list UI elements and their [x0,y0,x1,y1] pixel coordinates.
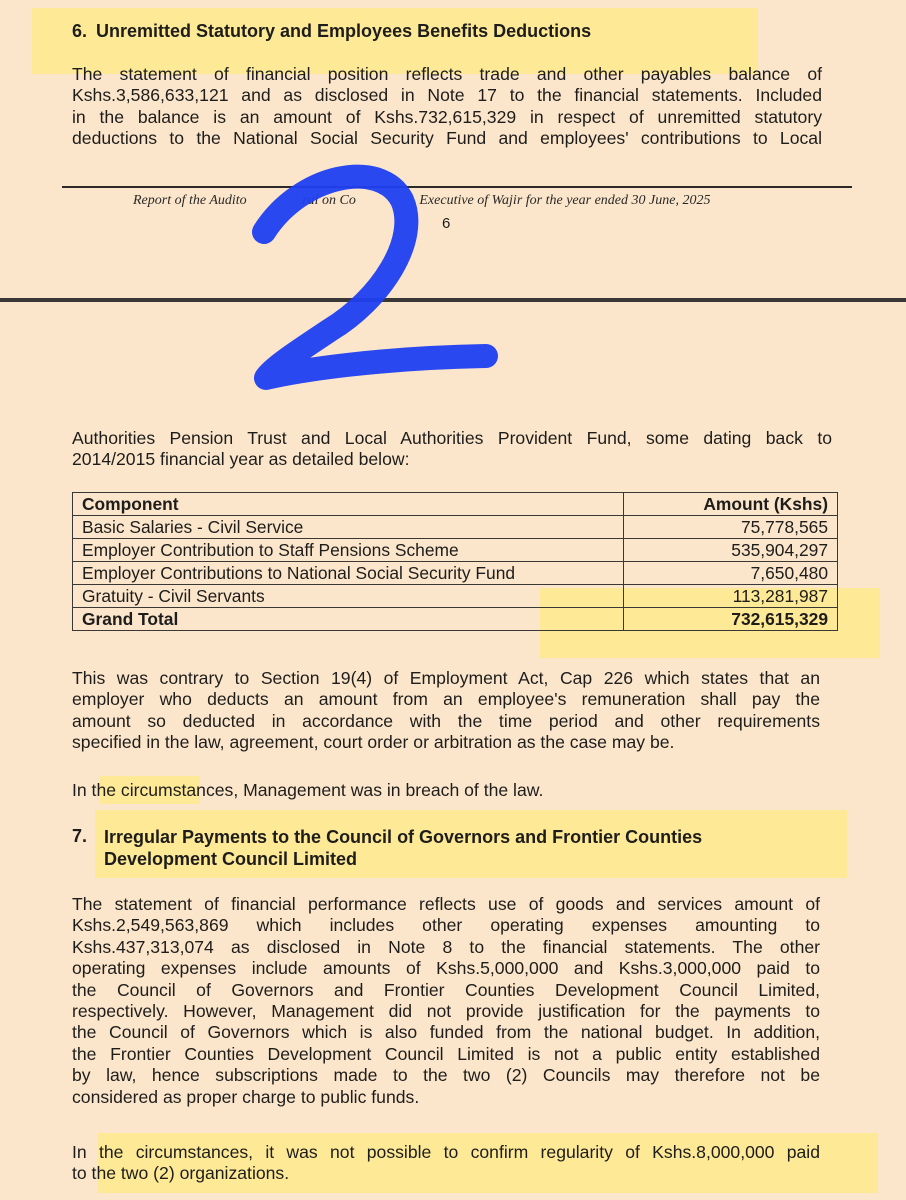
text-line: respectively. However, Management did not provide justification for the payments to [72,1001,820,1022]
text-line: the Frontier Counties Development Council Limited is not a public entity established [72,1043,820,1064]
table-cell-amount: 535,904,297 [624,539,838,562]
text-line: Kshs.3,586,633,121 and as disclosed in Note 17 to the financial statements. Included [72,85,822,106]
section6-conclusion: In the circumstances, Management was in breach of the law. [72,780,544,800]
table-row [73,562,838,585]
table-cell-component: Gratuity - Civil Servants [73,585,624,608]
section7-number: 7. [72,826,88,846]
text-line: the Council of Governors which is also funded from the national budget. In addition, [72,1022,820,1043]
column-header-component: Component [73,493,624,516]
text-line: specified in the law, agreement, court order or arbitration as the case may be. [72,732,675,753]
table-cell-amount: 7,650,480 [624,562,838,585]
text-line: Authorities Pension Trust and Local Authorities Provident Fund, some dating back to [72,428,832,448]
section6-legal-paragraph [72,668,820,754]
text-line: Kshs.2,549,563,869 which includes other operating expenses amounting to [72,915,820,936]
table-row [73,539,838,562]
text-line: employer who deducts an amount from an employee's remuneration shall pay the [72,689,820,710]
table-cell-component: Employer Contribution to Staff Pensions Scheme [73,539,624,562]
text-line: amount so deducted in accordance with the time period and other requirements [72,710,820,731]
footer-text-mid: ral on Co [302,193,356,208]
text-line: in the balance is an amount of Kshs.732,615,329 in respect of unremitted statutory [72,106,822,127]
continuation-paragraph [72,428,832,471]
table-row [73,516,838,539]
text-line: The statement of financial position reflects trade and other payables balance of [72,64,822,84]
column-header-amount: Amount (Kshs) [624,493,838,516]
section6-number: 6. [72,21,88,41]
text-line: considered as proper charge to public funds. [72,1086,420,1107]
table-cell-total-label: Grand Total [73,608,624,631]
text-line: by law, hence subscriptions made to the two (2) Councils may therefore not be [72,1065,820,1086]
table-cell-component: Employer Contributions to National Social Security Fund [73,562,624,585]
page-number: 6 [442,215,451,232]
text-line: the Council of Governors and Frontier Counties Development Council Limited, [72,979,820,1000]
table-header-row [73,493,838,516]
text-line: 2014/2015 financial year as detailed below: [72,449,410,470]
text-line: The statement of financial performance reflects use of goods and services amount of [72,894,820,914]
table-cell-total-amount: 732,615,329 [624,608,838,631]
table-cell-component: Basic Salaries - Civil Service [73,516,624,539]
text-line: Kshs.437,313,074 as disclosed in Note 8 to the financial statements. The other [72,936,820,957]
text-line: This was contrary to Section 19(4) of Employment Act, Cap 226 which states that an [72,668,820,688]
table-cell-amount: 75,778,565 [624,516,838,539]
section7-title-line: Irregular Payments to the Council of Governors and Frontier Counties [104,827,703,847]
table-row [73,585,838,608]
section7-title [104,826,702,870]
footer-text-left: Report of the Audito [133,193,247,208]
section7-conclusion [72,1142,820,1185]
text-line: to the two (2) organizations. [72,1163,290,1184]
footer-text-right: Executive of Wajir for the year ended 30 June, 2025 [419,193,711,208]
section6-title: Unremitted Statutory and Employees Benefits Deductions [96,21,592,41]
section7-paragraph [72,894,820,1108]
text-line: In the circumstances, it was not possible to confirm regularity of Kshs.8,000,000 paid [72,1142,820,1162]
deductions-table [72,492,838,631]
table-cell-amount: 113,281,987 [624,585,838,608]
text-line: deductions to the National Social Security Fund and employees' contributions to Local [72,128,822,149]
table-total-row [73,608,838,631]
text-line: operating expenses include amounts of Kshs.5,000,000 and Kshs.3,000,000 paid to [72,958,820,979]
section7-title-line: Development Council Limited [104,849,358,869]
